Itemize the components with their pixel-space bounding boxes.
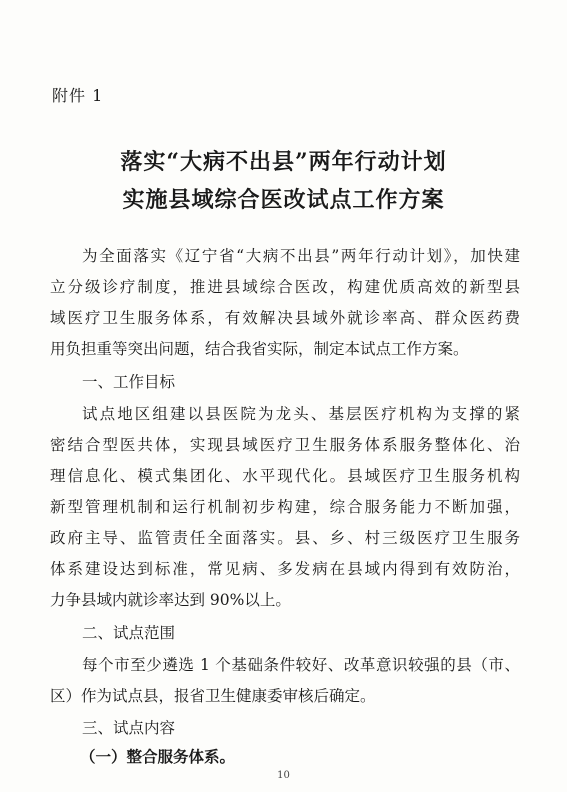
page-number: 10 <box>277 770 290 781</box>
intro-line-2: 立分级诊疗制度，推进县域综合医改，构建优质高效的新型县 <box>50 278 520 296</box>
goals-line-1: 试点地区组建以县医院为龙头、基层医疗机构为支撑的紧 <box>82 405 520 423</box>
goals-line-3: 理信息化、模式集团化、水平现代化。县域医疗卫生服务机构 <box>50 467 520 485</box>
scope-line-2: 区）作为试点县，报省卫生健康委审核后确定。 <box>50 687 376 705</box>
document-title-line-2: 实施县域综合医改试点工作方案 <box>122 187 445 213</box>
intro-line-4: 用负担重等突出问题，结合我省实际，制定本试点工作方案。 <box>50 340 469 358</box>
goals-line-6: 体系建设达到标准，常见病、多发病在县域内得到有效防治， <box>50 560 520 578</box>
scope-line-1: 每个市至少遴选 1 个基础条件较好、改革意识较强的县（市、 <box>82 656 520 674</box>
document-title-line-1: 落实“大病不出县”两年行动计划 <box>120 149 447 175</box>
attachment-label: 附件 1 <box>52 86 104 105</box>
goals-line-5: 政府主导、监管责任全面落实。县、乡、村三级医疗卫生服务 <box>50 529 520 547</box>
goals-line-2: 密结合型医共体，实现县域医疗卫生服务体系服务整体化、治 <box>50 436 520 454</box>
section-heading-scope: 二、试点范围 <box>82 624 176 642</box>
subsection-heading-integrate: （一）整合服务体系。 <box>80 748 236 766</box>
goals-line-7: 力争县域内就诊率达到 90%以上。 <box>50 591 291 609</box>
section-heading-goals: 一、工作目标 <box>82 373 176 391</box>
intro-line-3: 域医疗卫生服务体系，有效解决县域外就诊率高、群众医药费 <box>50 309 520 327</box>
intro-line-1: 为全面落实《辽宁省“大病不出县”两年行动计划》，加快建 <box>82 247 520 265</box>
goals-line-4: 新型管理机制和运行机制初步构建，综合服务能力不断加强， <box>50 498 520 516</box>
section-heading-content: 三、试点内容 <box>82 719 176 737</box>
